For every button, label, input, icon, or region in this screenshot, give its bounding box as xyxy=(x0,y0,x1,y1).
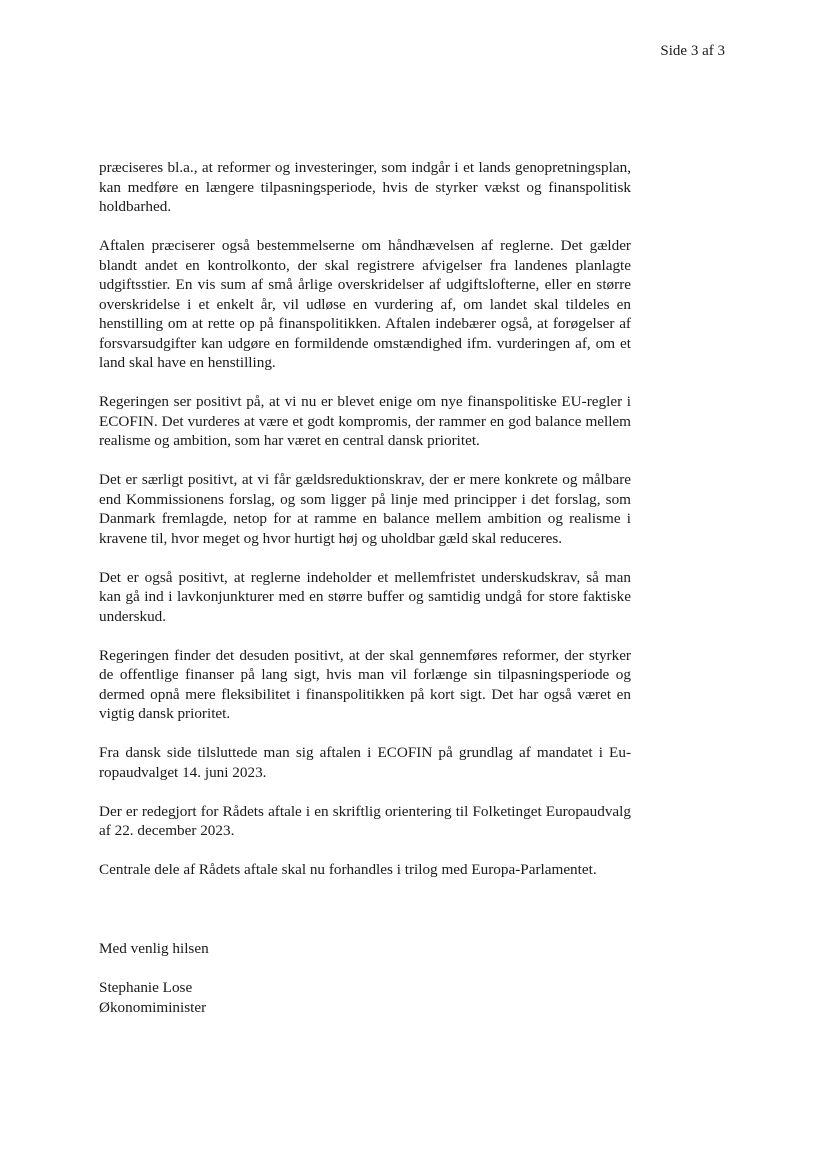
page-number: Side 3 af 3 xyxy=(660,43,725,59)
paragraph-2: Aftalen præciserer også bestemmelserne om håndhævelsen af reglerne. Det gælder blandt andet en kontrolkonto, der skal registrere afvigelser fra landenes planlagte udgiftsstier. En vis sum af små årlige overskridelser af udgiftslofterne, eller en større overskridelse i et enkelt år, vil udløse en vurdering af, om landet skal tildeles en henstilling om at rette op på finanspolitikken. Aftalen indebærer også, at forøgelser af forsvarsudgifter kan udgøre en formildende omstændighed ifm. vurderingen af, om et land skal have en henstilling. xyxy=(99,237,631,371)
closing-block xyxy=(99,939,631,1037)
paragraph-7: Fra dansk side tilsluttede man sig aftalen i ECOFIN på grundlag af mandatet i Europaudvalget 14. juni 2023. xyxy=(99,744,631,781)
paragraph-8: Der er redegjort for Rådets aftale i en skriftlig orientering til Folketinget Europaudvalg af 22. december 2023. xyxy=(99,802,631,839)
signature xyxy=(99,978,631,1017)
paragraph-5: Det er også positivt, at reglerne indeholder et mellemfristet underskudskrav, så man kan gå ind i lavkonjunkturer med en større buffer og samtidig undgå for store faktiske underskud. xyxy=(99,568,631,625)
paragraph-9: Centrale dele af Rådets aftale skal nu forhandles i trilog med Europa-Parlamentet. xyxy=(99,861,597,878)
signer-name: Stephanie Lose xyxy=(99,979,193,996)
letter-body xyxy=(99,158,631,899)
paragraph-3: Regeringen ser positivt på, at vi nu er blevet enige om nye finanspolitiske EU-regler i ECOFIN. Det vurderes at være et godt kompromis, der rammer en god balance mellem realisme og ambition, som har været en central dansk prioritet. xyxy=(99,393,631,449)
paragraph-1: præciseres bl.a., at reformer og investeringer, som indgår i et lands genopretningsplan, kan medføre en længere tilpasningsperiode, hvis de styrker vækst og finanspolitisk holdbarhed. xyxy=(99,159,631,215)
paragraph-4: Det er særligt positivt, at vi får gældsreduktionskrav, der er mere konkrete og målbare end Kommissionens forslag, og som ligger på linje med principper i det forslag, som Danmark fremlagde, netop for at ramme en balance mellem ambition og realisme i kravene til, hvor meget og hvor hurtigt høj og uholdbar gæld skal reduceres. xyxy=(99,471,631,547)
signer-title: Økonomiminister xyxy=(99,998,207,1016)
greeting: Med venlig hilsen xyxy=(99,940,209,957)
paragraph-6: Regeringen finder det desuden positivt, at der skal gennemføres reformer, der styrker de offentlige finanser på lang sigt, hvis man vil forlænge sin tilpasningsperiode og dermed opnå mere fleksibilitet i finanspolitikken på kort sigt. Det har også været en vigtig dansk prioritet. xyxy=(99,646,631,722)
